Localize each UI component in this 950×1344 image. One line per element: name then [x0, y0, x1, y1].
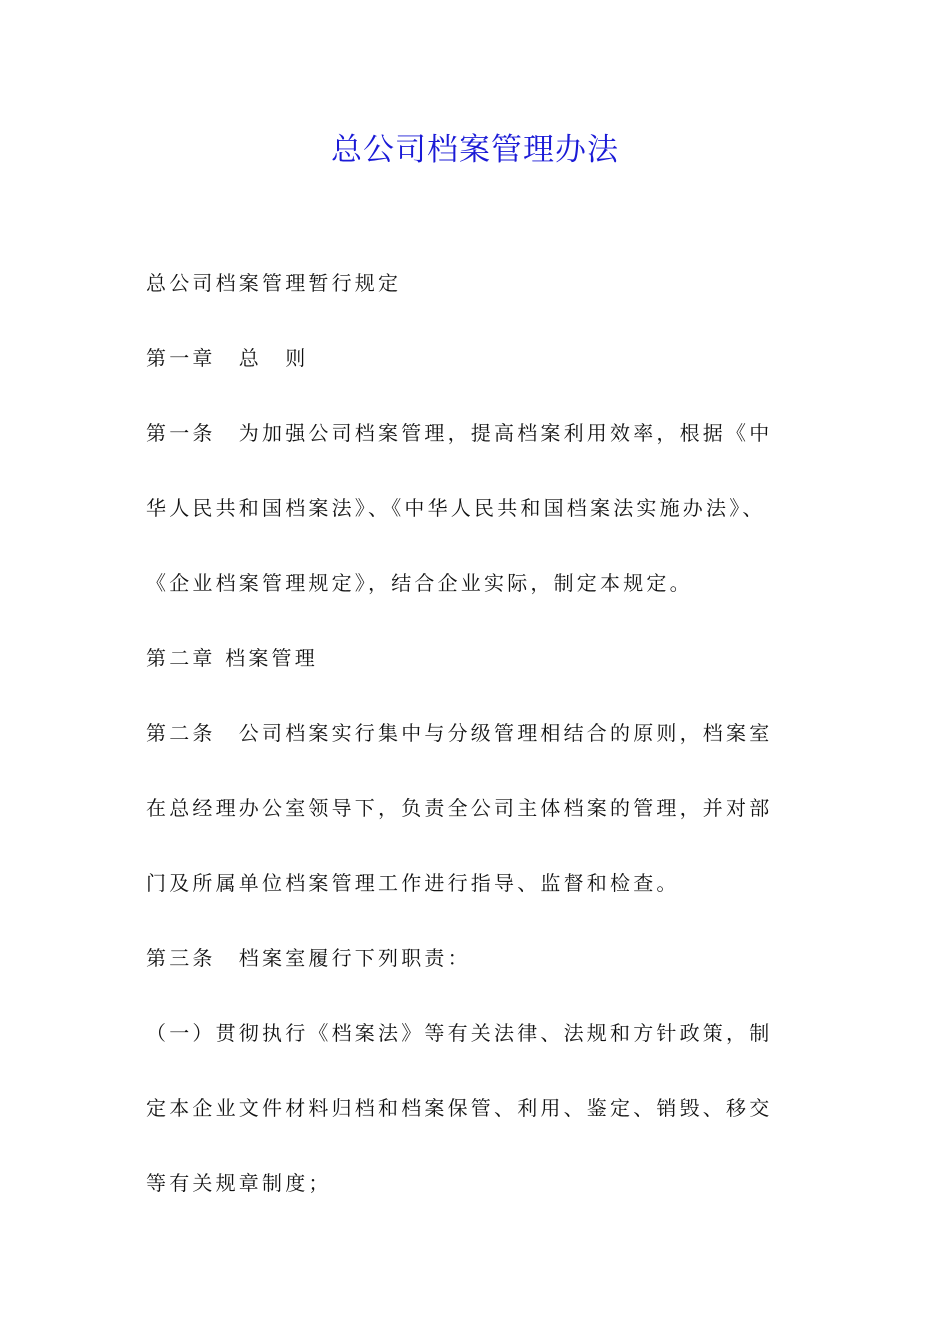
- paragraph-line: 在总经理办公室领导下，负责全公司主体档案的管理，并对部: [146, 796, 773, 820]
- paragraph-line: 华人民共和国档案法》、《中华人民共和国档案法实施办法》、: [146, 496, 766, 520]
- paragraph-line: 第一条 为加强公司档案管理，提高档案利用效率，根据《中: [146, 421, 773, 445]
- paragraph-line: 门及所属单位档案管理工作进行指导、监督和检查。: [146, 871, 680, 895]
- paragraph-line: 《企业档案管理规定》，结合企业实际，制定本规定。: [146, 571, 693, 595]
- subtitle-line: 总公司档案管理暂行规定: [146, 271, 402, 295]
- document-title: 总公司档案管理办法: [331, 132, 619, 168]
- paragraph-line: （一）贯彻执行《档案法》等有关法律、法规和方针政策，制: [146, 1021, 773, 1045]
- chapter-heading: 第二章 档案管理: [146, 646, 318, 670]
- paragraph-line: 等有关规章制度；: [146, 1171, 332, 1195]
- paragraph-line: 第三条 档案室履行下列职责：: [146, 946, 471, 970]
- chapter-heading: 第一章 总 则: [146, 346, 309, 370]
- paragraph-line: 第二条 公司档案实行集中与分级管理相结合的原则，档案室: [146, 721, 773, 745]
- paragraph-line: 定本企业文件材料归档和档案保管、利用、鉴定、销毁、移交: [146, 1096, 773, 1120]
